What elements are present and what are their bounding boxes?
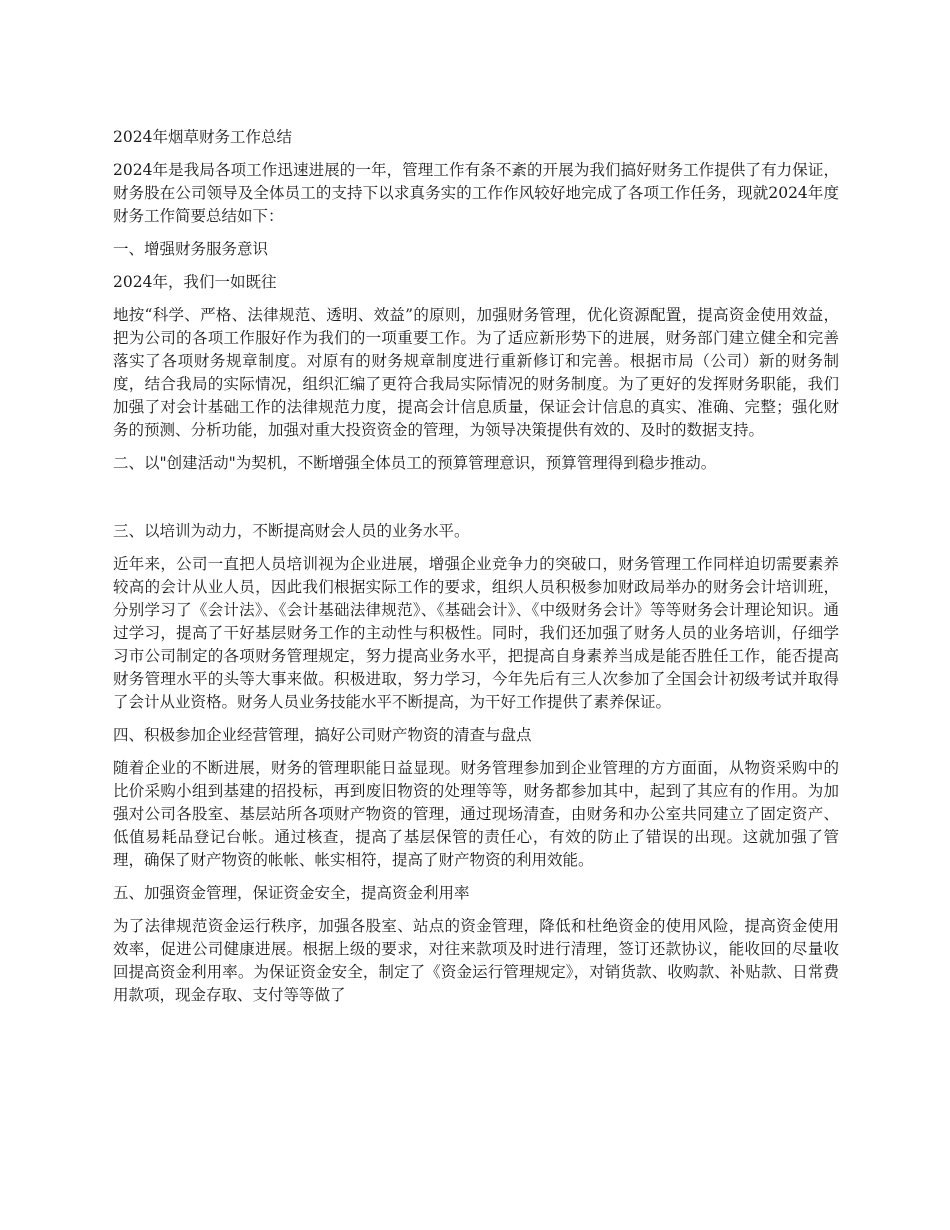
section-4-heading: 四、积极参加企业经营管理，搞好公司财产物资的清查与盘点 [113, 726, 532, 744]
section-2-heading: 二、以"创建活动"为契机，不断增强全体员工的预算管理意识，预算管理得到稳步推动。 [113, 454, 717, 472]
section-1-heading: 一、增强财务服务意识 [113, 240, 269, 258]
section-3-heading: 三、以培训为动力，不断提高财会人员的业务水平。 [113, 522, 470, 540]
section-4-body: 随着企业的不断进展，财务的管理职能日益显现。财务管理参加到企业管理的方方面面，从物资采购中的比价采购小组到基建的招投标，再到废旧物资的处理等等，财务都参加其中，起到了其应有的作用。为加强对公司各股室、基层站所各项财产物资的管理，通过现场清查，由财务和办公室共同建立了固定资产、低值易耗品登记台帐。通过核查，提高了基层保管的责任心，有效的防止了错误的出现。这就加强了管理，确保了财产物资的帐帐、帐实相符，提高了财产物资的利用效能。 [113, 759, 839, 869]
blank-gap [113, 485, 839, 520]
document-title: 2024年烟草财务工作总结 [113, 128, 292, 146]
section-5-heading: 五、加强资金管理，保证资金安全，提高资金利用率 [113, 884, 470, 902]
section-3-body: 近年来，公司一直把人员培训视为企业进展，增强企业竞争力的突破口，财务管理工作同样迫切需要素养较高的会计从业人员，因此我们根据实际工作的要求，组织人员积极参加财政局举办的财务会计培训班，分别学习了《会计法》、《会计基础法律规范》、《基础会计》、《中级财务会计》等等财务会计理论知识。通过学习，提高了干好基层财务工作的主动性与积极性。同时，我们还加强了财务人员的业务培训，仔细学习市公司制定的各项财务管理规定，努力提高业务水平，把提高自身素养当成是能否胜任工作，能否提高财务管理水平的头等大事来做。积极进取，努力学习，今年先后有三人次参加了全国会计初级考试并取得了会计从业资格。财务人员业务技能水平不断提高，为干好工作提供了素养保证。 [113, 555, 839, 711]
document-page [113, 126, 839, 1017]
section-5-body: 为了法律规范资金运行秩序，加强各股室、站点的资金管理，降低和杜绝资金的使用风险，提高资金使用效率，促进公司健康进展。根据上级的要求，对往来款项及时进行清理，签订还款协议，能收回的尽量收回提高资金利用率。为保证资金安全，制定了《资金运行管理规定》，对销货款、收购款、补贴款、日常费用款项，现金存取、支付等等做了 [113, 917, 839, 1004]
section-1-lead: 2024年，我们一如既往 [113, 273, 277, 291]
section-1-body: 地按“科学、严格、法律规范、透明、效益”的原则，加强财务管理，优化资源配置，提高资金使用效益，把为公司的各项工作服好作为我们的一项重要工作。为了适应新形势下的进展，财务部门建立健全和完善落实了各项财务规章制度。对原有的财务规章制度进行重新修订和完善。根据市局（公司）新的财务制度，结合我局的实际情况，组织汇编了更符合我局实际情况的财务制度。为了更好的发挥财务职能，我们加强了对会计基础工作的法律规范力度，提高会计信息质量，保证会计信息的真实、准确、完整；强化财务的预测、分析功能，加强对重大投资资金的管理，为领导决策提供有效的、及时的数据支持。 [113, 306, 839, 439]
intro-paragraph: 2024年是我局各项工作迅速进展的一年，管理工作有条不紊的开展为我们搞好财务工作提供了有力保证，财务股在公司领导及全体员工的支持下以求真务实的工作作风较好地完成了各项工作任务，现就2024年度财务工作简要总结如下： [113, 161, 839, 225]
